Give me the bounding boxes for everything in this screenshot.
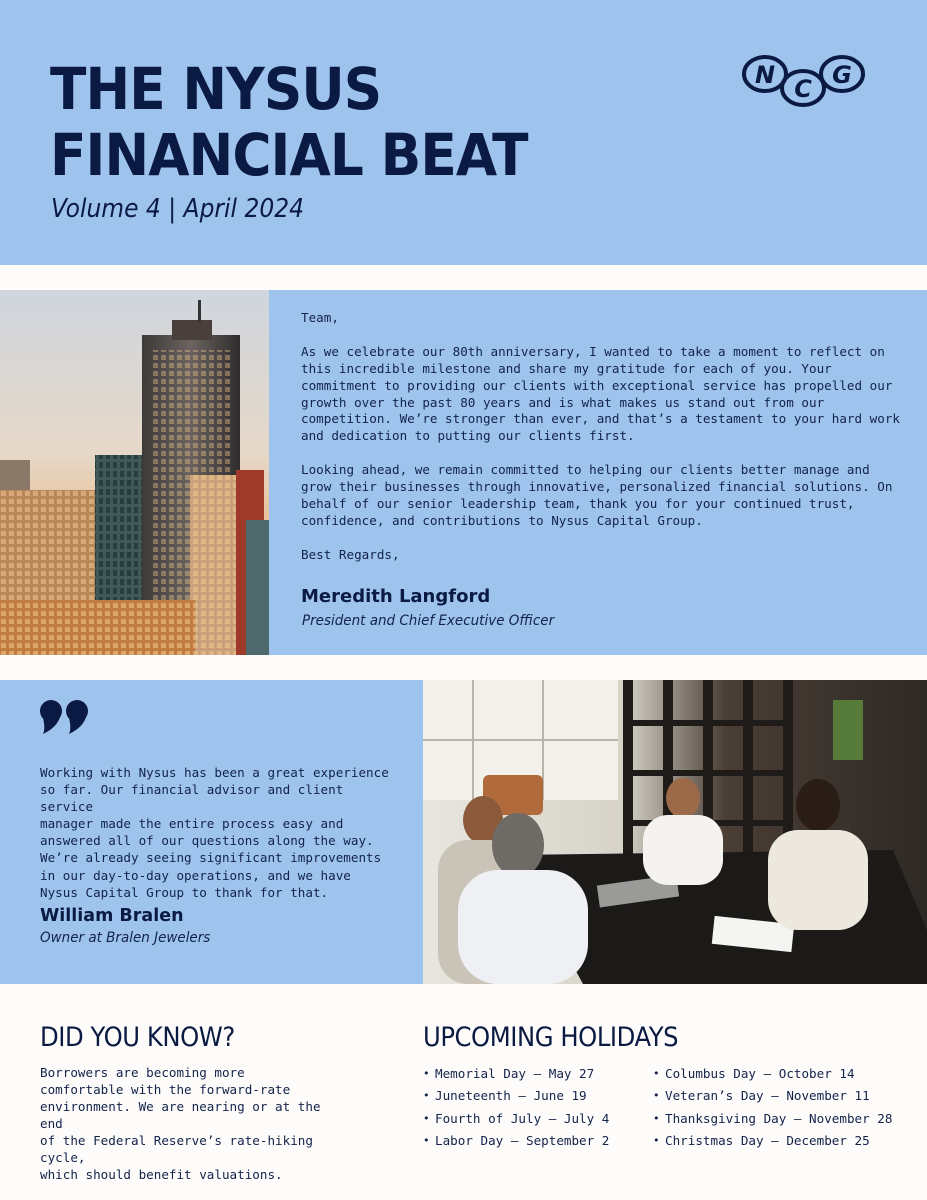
ceo-letter-section xyxy=(0,290,927,655)
testimonial-author-title: Owner at Bralen Jewelers xyxy=(40,930,211,946)
testimonial-quote: Working with Nysus has been a great experience so far. Our financial advisor and client service manager made the entire process easy and answered all of our questions along the way. We’re already seeing significant improvements in our day-to-day operations, and we have Nysus Capital Group to thank for that. xyxy=(40,765,389,900)
did-you-know-text: Borrowers are becoming more comfortable with the forward-rate environment. We are nearing or at the end of the Federal Reserve’s rate-hiking cycle, which should benefit valuations. xyxy=(40,1065,321,1182)
letter-body xyxy=(301,310,903,580)
quote-icon xyxy=(40,700,90,736)
holiday-item: • Labor Day – September 2 xyxy=(423,1130,609,1152)
masthead xyxy=(0,0,927,265)
holiday-item: • Memorial Day – May 27 xyxy=(423,1063,609,1085)
holiday-item: • Juneteenth – June 19 xyxy=(423,1085,609,1107)
city-skyline-photo xyxy=(0,290,269,655)
holiday-item: • Columbus Day – October 14 xyxy=(653,1063,892,1085)
logo-letter: G xyxy=(832,61,852,89)
logo-letter: C xyxy=(794,75,812,103)
testimonial-section xyxy=(0,680,423,984)
ncg-logo xyxy=(740,52,868,110)
letter-closing: Best Regards, xyxy=(301,546,400,562)
holiday-item: • Thanksgiving Day – November 28 xyxy=(653,1108,892,1130)
holidays-list-right xyxy=(653,1063,892,1153)
office-meeting-photo xyxy=(423,680,927,984)
signer-title: President and Chief Executive Officer xyxy=(302,613,555,629)
letter-salutation: Team, xyxy=(301,310,339,325)
letter-paragraph: Looking ahead, we remain committed to helping our clients better manage and grow their businesses through innovative, personalized financial solutions. On behalf of our senior leadership team, thank you for your continued trust, confidence, and contributions to Nysus Capital Group. xyxy=(301,462,893,528)
testimonial-author: William Bralen xyxy=(40,906,184,926)
holidays-heading: UPCOMING HOLIDAYS xyxy=(423,1022,679,1053)
holiday-item: • Veteran’s Day – November 11 xyxy=(653,1085,892,1107)
holidays-list-left xyxy=(423,1063,609,1153)
signer-name: Meredith Langford xyxy=(301,586,491,607)
holiday-item: • Fourth of July – July 4 xyxy=(423,1108,609,1130)
did-you-know-heading: DID YOU KNOW? xyxy=(40,1022,235,1053)
newsletter-title: THE NYSUS FINANCIAL BEAT xyxy=(50,55,528,189)
issue-volume-date: Volume 4 | April 2024 xyxy=(51,194,305,224)
logo-letter: N xyxy=(754,61,776,89)
letter-paragraph: As we celebrate our 80th anniversary, I wanted to take a moment to reflect on this incredible milestone and share my gratitude for each of you. Your commitment to providing our clients with exceptional service has propelled our growth over the past 80 years and is what makes us stand out from our competition. We’re stronger than ever, and that’s a testament to your hard work and dedication to putting our clients first. xyxy=(301,343,900,444)
holiday-item: • Christmas Day – December 25 xyxy=(653,1130,892,1152)
